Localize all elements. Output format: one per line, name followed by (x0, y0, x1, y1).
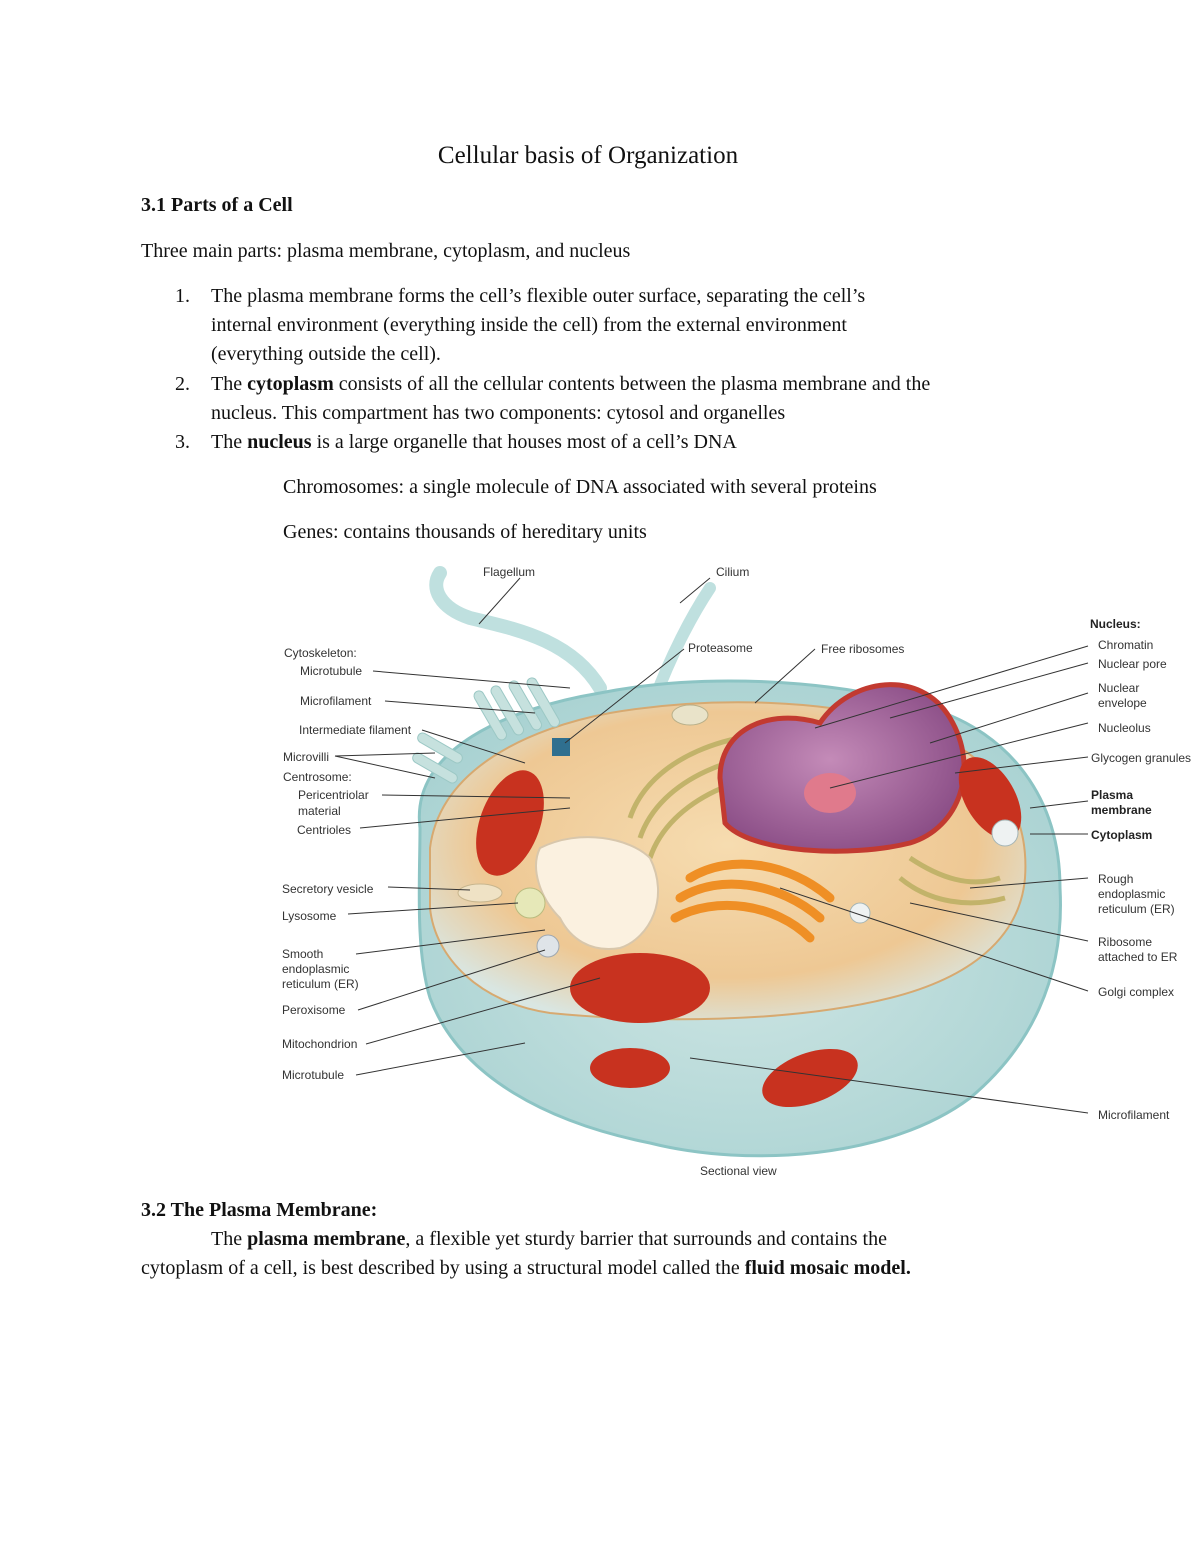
label-nuclear-envelope-1: Nuclear (1098, 681, 1140, 695)
text-run: , a flexible yet sturdy barrier that surrounds and contains the (405, 1228, 887, 1250)
label-proteasome: Proteasome (688, 641, 753, 655)
label-smooth-er-1: Smooth (282, 947, 324, 961)
cell-diagram (270, 558, 1200, 1188)
label-nucleolus: Nucleolus (1098, 721, 1151, 735)
label-pericentriolar-material: material (298, 804, 341, 818)
label-microfilament: Microfilament (1098, 1108, 1170, 1122)
label-secretory-vesicle: Secretory vesicle (282, 882, 374, 896)
label-cytoskeleton: Cytoskeleton: (284, 646, 357, 660)
text-run: is a large organelle that houses most of a cell’s DNA (311, 431, 737, 453)
proteasome-shape (672, 705, 708, 725)
list-number: 1. (175, 285, 190, 307)
nucleolus-shape (804, 773, 856, 813)
label-intermediate-filament: Intermediate filament (299, 723, 412, 737)
label-plasma-membrane-2: membrane (1091, 803, 1152, 817)
plasma-membrane-paragraph-line2 (141, 1257, 911, 1280)
label-nucleus: Nucleus: (1090, 617, 1141, 631)
label-microtubule-bottom: Microtubule (282, 1068, 345, 1082)
label-centrioles: Centrioles (297, 823, 352, 837)
list-item-3-line1 (211, 431, 737, 454)
text-run: The (211, 1228, 248, 1250)
label-rough-er-2: endoplasmic (1098, 887, 1166, 901)
page-title: Cellular basis of Organization (437, 142, 739, 169)
section-heading-3-2: 3.2 The Plasma Membrane: (141, 1199, 378, 1221)
chromosomes-definition: Chromosomes: a single molecule of DNA associated with several proteins (283, 476, 877, 498)
genes-definition: Genes: contains thousands of hereditary units (283, 521, 647, 543)
label-microfilament-top: Microfilament (300, 694, 372, 708)
secretory-vesicle-shape (458, 884, 502, 902)
label-cytoplasm: Cytoplasm (1091, 828, 1153, 842)
vesicle-shape (992, 820, 1018, 846)
bold-term-nucleus: nucleus (247, 431, 312, 453)
label-flagellum: Flagellum (483, 565, 536, 579)
peroxisome-shape (537, 935, 559, 957)
lysosome-shape (515, 888, 545, 918)
label-microvilli: Microvilli (283, 750, 329, 764)
text-run: cytoplasm of a cell, is best described by using a structural model called the (141, 1257, 745, 1279)
plasma-membrane-paragraph-line1 (211, 1228, 887, 1251)
label-microtubule-top: Microtubule (300, 664, 363, 678)
list-item-2-line1 (211, 373, 930, 396)
list-item-2-line2: nucleus. This compartment has two components: cytosol and organelles (211, 402, 786, 424)
label-pericentriolar: Pericentriolar (298, 788, 369, 802)
label-glycogen-granules: Glycogen granules (1091, 751, 1192, 765)
figure-caption: Sectional view (700, 1164, 777, 1178)
label-chromatin: Chromatin (1098, 638, 1154, 652)
label-smooth-er-3: reticulum (ER) (282, 977, 359, 991)
list-number: 3. (175, 431, 190, 453)
intro-paragraph: Three main parts: plasma membrane, cytoplasm, and nucleus (141, 240, 631, 262)
list-item-1-line3: (everything outside the cell). (211, 343, 441, 365)
label-free-ribosomes: Free ribosomes (821, 642, 905, 656)
label-rough-er-3: reticulum (ER) (1098, 902, 1175, 916)
text-run: The (211, 431, 248, 453)
bold-term-plasma-membrane: plasma membrane (247, 1228, 406, 1250)
list-item-1-line1: The plasma membrane forms the cell’s flexible outer surface, separating the cell’s (211, 285, 866, 307)
text-run: The (211, 373, 248, 395)
label-rough-er-1: Rough (1098, 872, 1134, 886)
label-plasma-membrane-1: Plasma (1091, 788, 1134, 802)
bold-term-fluid-mosaic-model: fluid mosaic model. (744, 1257, 911, 1279)
label-mitochondrion: Mitochondrion (282, 1037, 358, 1051)
label-peroxisome: Peroxisome (282, 1003, 346, 1017)
label-cilium: Cilium (716, 565, 750, 579)
text-run: consists of all the cellular contents between the plasma membrane and the (333, 373, 931, 395)
vesicle-shape (850, 903, 870, 923)
list-item-1-line2: internal environment (everything inside the cell) from the external environment (211, 314, 847, 336)
flagellum-shape (436, 573, 600, 688)
label-nuclear-envelope-2: envelope (1098, 696, 1147, 710)
label-golgi-complex: Golgi complex (1098, 985, 1175, 999)
label-ribosome-er-2: attached to ER (1098, 950, 1178, 964)
mitochondrion-shape (590, 1048, 670, 1088)
label-centrosome: Centrosome: (283, 770, 352, 784)
label-lysosome: Lysosome (282, 909, 337, 923)
mitochondrion-shape (570, 953, 710, 1023)
label-smooth-er-2: endoplasmic (282, 962, 350, 976)
list-number: 2. (175, 373, 190, 395)
section-heading-3-1: 3.1 Parts of a Cell (141, 194, 293, 216)
label-nuclear-pore: Nuclear pore (1098, 657, 1167, 671)
bold-term-cytoplasm: cytoplasm (247, 373, 334, 395)
label-ribosome-er-1: Ribosome (1098, 935, 1153, 949)
